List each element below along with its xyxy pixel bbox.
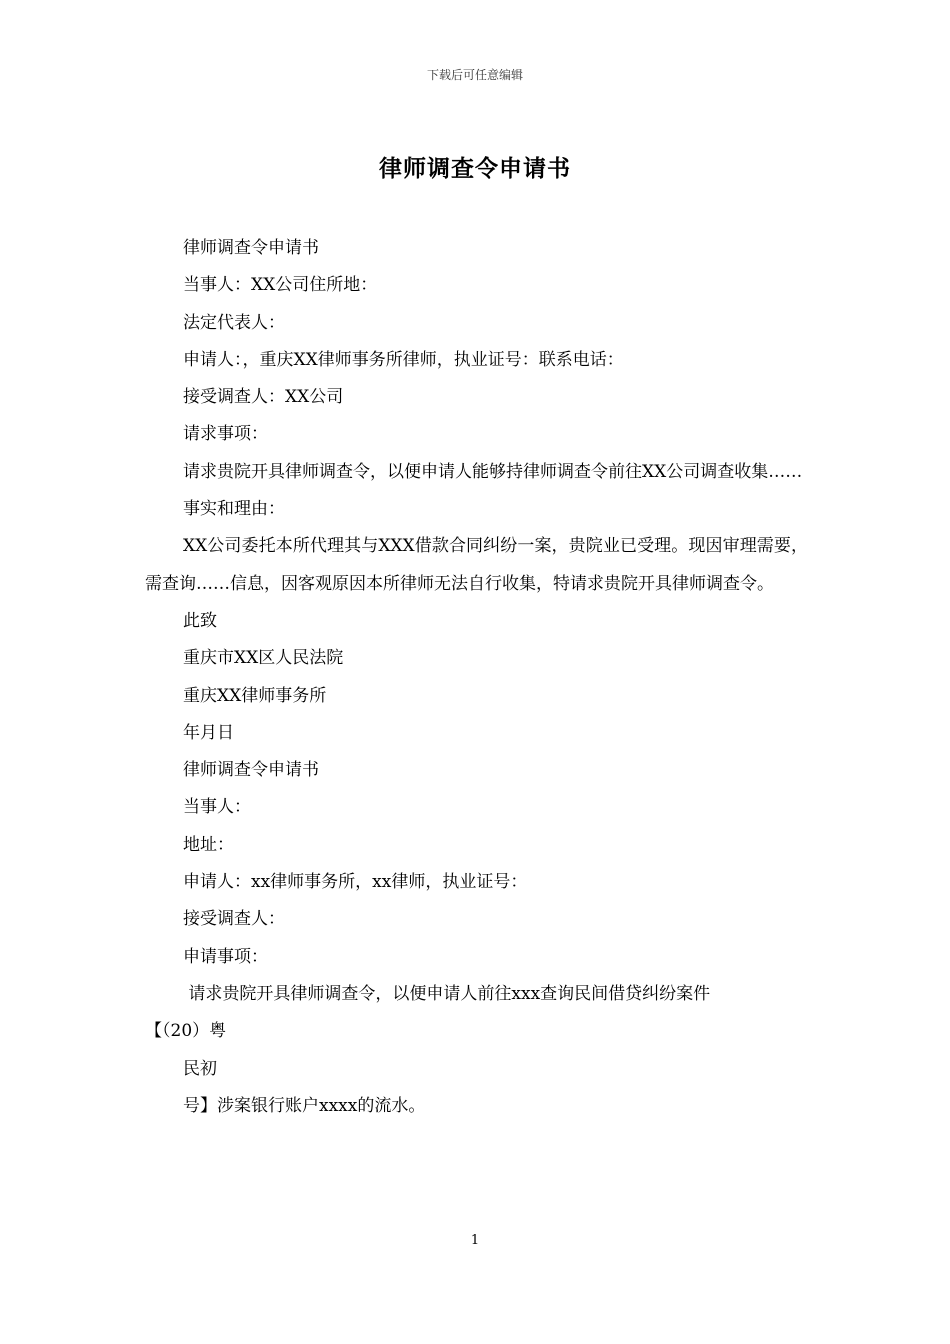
paragraph: 地址： — [183, 834, 234, 855]
paragraph: 【（20）粤 — [145, 1021, 227, 1042]
paragraph: 申请人：，重庆XX律师事务所律师，执业证号：联系电话： — [183, 349, 624, 370]
paragraph: 重庆XX律师事务所 — [183, 685, 327, 706]
paragraph: 号】涉案银行账户xxxx的流水。 — [183, 1095, 426, 1116]
paragraph: XX公司委托本所代理其与XXX借款合同纠纷一案，贵院业已受理。现因审理需要，需查询……信息，因客观原因本所律师无法自行收集，特请求贵院开具律师调查令。 — [145, 536, 808, 594]
paragraph: 接受调查人： — [183, 909, 285, 930]
document-title: 律师调查令申请书 — [379, 155, 571, 182]
paragraph: 民初 — [183, 1058, 217, 1079]
paragraph: 律师调查令申请书 — [183, 760, 319, 781]
paragraph: 重庆市XX区人民法院 — [183, 648, 344, 669]
paragraph: 接受调查人：XX公司 — [183, 387, 344, 408]
paragraph: 律师调查令申请书 — [183, 238, 319, 258]
paragraph: 事实和理由： — [183, 499, 285, 520]
page-number: 1 — [470, 1233, 480, 1248]
paragraph: 请求事项： — [183, 424, 268, 445]
paragraph: 申请人：xx律师事务所，xx律师，执业证号： — [183, 872, 528, 893]
paragraph: 法定代表人： — [183, 312, 285, 333]
paragraph: 当事人：XX公司住所地： — [183, 275, 378, 296]
paragraph: 当事人： — [183, 797, 251, 818]
paragraph: 申请事项： — [183, 946, 268, 967]
paragraph: 此致 — [183, 610, 217, 631]
paragraph: 请求贵院开具律师调查令，以便申请人能够持律师调查令前往XX公司调查收集…… — [183, 461, 803, 482]
paragraph: 年月日 — [183, 722, 234, 743]
header-note: 下载后可任意编辑 — [426, 68, 523, 82]
paragraph: 请求贵院开具律师调查令，以便申请人前往xxx查询民间借贷纠纷案件 — [183, 983, 711, 1004]
document-body — [145, 230, 808, 1125]
